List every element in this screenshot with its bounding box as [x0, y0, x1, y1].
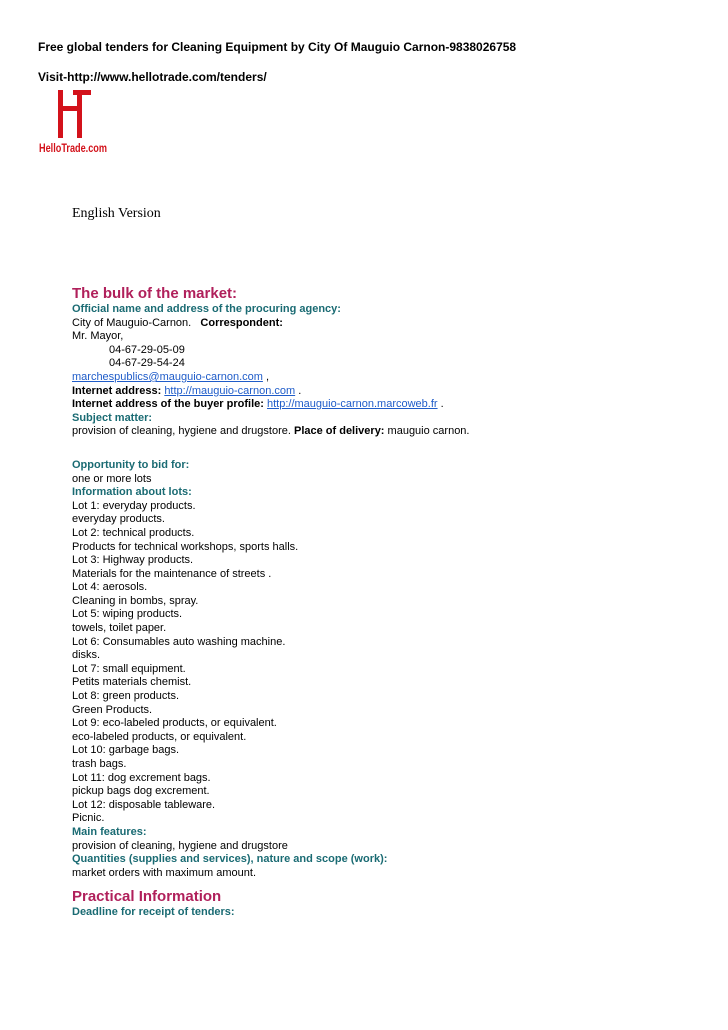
fax-number: 04-67-29-54-24 — [109, 357, 185, 370]
lots-list — [72, 500, 692, 826]
lot-line: Lot 3: Highway products. — [72, 554, 194, 567]
deadline-label: Deadline for receipt of tenders: — [72, 906, 235, 919]
lot-line: towels, toilet paper. — [72, 622, 167, 635]
correspondent-label: Correspondent: — [200, 316, 283, 329]
lot-line: pickup bags dog excrement. — [72, 785, 210, 798]
lot-line: disks. — [72, 649, 101, 662]
email-link[interactable]: marchespublics@mauguio-carnon.com — [72, 370, 263, 383]
lot-line: Picnic. — [72, 812, 105, 825]
buyer-profile-suffix: . — [437, 398, 444, 411]
internet-link[interactable]: http://mauguio-carnon.com — [164, 384, 296, 397]
features-text: provision of cleaning, hygiene and drugstore — [72, 839, 288, 852]
lot-line: Lot 12: disposable tableware. — [72, 798, 216, 811]
lot-line: eco-labeled products, or equivalent. — [72, 730, 247, 743]
agency-label: Official name and address of the procuring agency: — [72, 303, 341, 315]
lot-line: Lot 7: small equipment. — [72, 662, 186, 675]
agency-name: City of Mauguio-Carnon. — [72, 316, 192, 329]
lot-line: Green Products. — [72, 703, 153, 716]
lot-line: Lot 6: Consumables auto washing machine. — [72, 635, 286, 648]
buyer-profile-label: Internet address of the buyer profile: — [72, 398, 264, 411]
lot-line: Lot 11: dog excrement bags. — [72, 771, 211, 784]
hellotrade-logo-icon — [37, 88, 109, 158]
visit-url-text: Visit-http://www.hellotrade.com/tenders/ — [38, 70, 267, 84]
lot-line: Materials for the maintenance of streets . — [72, 567, 272, 580]
bid-text: one or more lots — [72, 472, 152, 485]
email-suffix: , — [262, 370, 270, 383]
internet-line — [72, 385, 692, 399]
lot-line: Products for technical workshops, sports halls. — [72, 540, 299, 553]
agency-line — [72, 317, 692, 331]
phone-number: 04-67-29-05-09 — [109, 343, 185, 356]
delivery-text: mauguio carnon. — [384, 425, 470, 438]
lot-line: Lot 9: eco-labeled products, or equivalent. — [72, 717, 277, 730]
quantities-label: Quantities (supplies and services), nature and scope (work): — [72, 853, 388, 866]
bid-label: Opportunity to bid for: — [72, 458, 190, 471]
email-line — [72, 371, 692, 385]
subject-label: Subject matter: — [72, 411, 153, 424]
english-version-label: English Version — [72, 206, 161, 221]
lot-line: Lot 2: technical products. — [72, 526, 195, 539]
lot-line: trash bags. — [72, 758, 127, 770]
lot-line: Lot 4: aerosols. — [72, 581, 148, 594]
tender-content — [72, 285, 692, 920]
lot-line: Lot 5: wiping products. — [72, 608, 183, 621]
lots-label: Information about lots: — [72, 486, 192, 499]
lot-line: Cleaning in bombs, spray. — [72, 594, 199, 607]
lot-line: everyday products. — [72, 513, 165, 526]
lot-line: Lot 1: everyday products. — [72, 499, 196, 512]
contact-name: Mr. Mayor, — [72, 330, 124, 343]
lot-line: Lot 8: green products. — [72, 690, 180, 703]
internet-label: Internet address: — [72, 384, 162, 397]
practical-heading: Practical Information — [72, 888, 222, 906]
lot-line: Petits materials chemist. — [72, 676, 192, 689]
subject-text: provision of cleaning, hygiene and drugstore. — [72, 425, 294, 438]
features-label: Main features: — [72, 825, 147, 838]
lot-line: Lot 10: garbage bags. — [72, 744, 180, 757]
logo-text: HelloTrade.com — [39, 141, 107, 155]
delivery-label: Place of delivery: — [293, 425, 385, 438]
buyer-profile-line — [72, 398, 692, 412]
buyer-profile-link[interactable]: http://mauguio-carnon.marcoweb.fr — [266, 398, 438, 411]
hellotrade-logo — [37, 88, 109, 158]
subject-line — [72, 425, 692, 439]
quantities-text: market orders with maximum amount. — [72, 866, 256, 879]
document-title: Free global tenders for Cleaning Equipment by City Of Mauguio Carnon-9838026758 — [38, 40, 517, 54]
internet-suffix: . — [295, 384, 302, 397]
market-heading: The bulk of the market: — [72, 285, 238, 302]
